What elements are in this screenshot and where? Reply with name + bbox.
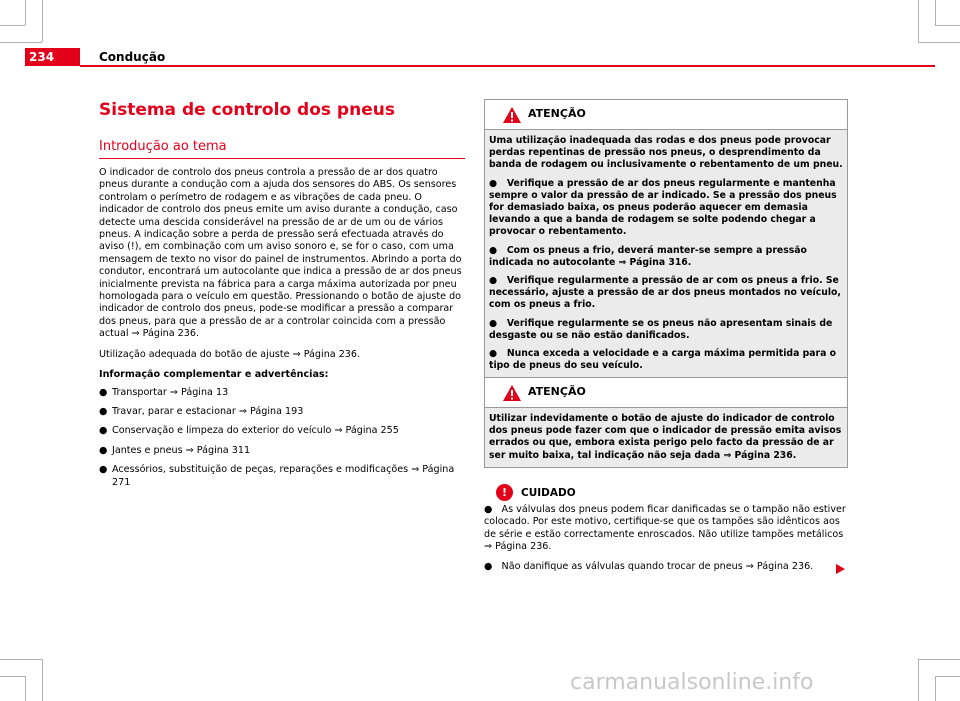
watermark: carmanualsonline.info — [570, 670, 814, 695]
bullet-icon: ● — [489, 317, 498, 329]
list-item: ● Jantes e pneus ⇒ Página 311 — [99, 444, 251, 456]
bullet-icon: ● — [99, 386, 108, 398]
bullet-icon: ● — [489, 244, 498, 256]
crop-mark — [42, 659, 43, 701]
section-subtitle: Introdução ao tema — [99, 139, 227, 154]
crop-mark — [918, 42, 960, 43]
extra-info-heading: Informação complementar e advertências: — [99, 369, 329, 381]
header-rule — [80, 65, 935, 67]
crop-mark — [25, 0, 26, 25]
caution-section — [484, 484, 846, 580]
crop-mark — [0, 676, 25, 677]
crop-mark — [918, 659, 919, 701]
warning-box-adjust-button — [484, 377, 848, 468]
crop-mark — [0, 659, 42, 660]
crop-mark — [918, 0, 919, 42]
crop-mark — [918, 659, 960, 660]
list-item: ● Com os pneus a frio, deverá manter-se sempre a pressão indicada no autocolante ⇒ Página 316. — [489, 244, 807, 268]
bullet-icon: ● — [484, 504, 493, 515]
list-item: ● Acessórios, substituição de peças, reparações e modificações ⇒ Página 271 — [99, 464, 455, 488]
list-item: ● Transportar ⇒ Página 13 — [99, 386, 229, 398]
bullet-icon: ● — [489, 348, 498, 360]
warning-triangle-icon — [502, 384, 522, 402]
warning-header — [485, 378, 847, 408]
bullet-icon: ● — [489, 177, 498, 189]
warning-intro: Uma utilização inadequada das rodas e dos pneus pode provocar perdas repentinas de pressão nos pneus, o desprendimento da banda de rodagem ou inclusivamente o rebentamento de um pneu. — [489, 135, 843, 171]
crop-mark — [935, 676, 960, 677]
warning-text: Utilizar indevidamente o botão de ajuste do indicador de controlo dos pneus pode fazer com que o indicador de pressão emita avisos errados ou que, embora exista perigo pelo facto da pressão de ar ser muito baixa, tal indicação não seja dada ⇒ Página 236. — [489, 413, 842, 461]
caution-header — [484, 484, 846, 502]
caution-circle-icon: ! — [496, 484, 513, 501]
list-item: ● As válvulas dos pneus podem ficar danificadas se o tampão não estiver colocado. Por este motivo, certifique-se que os tampões são idênticos aos de série e estão correctamente enroscados. Não utilize tampões metálicos ⇒ Página 236. — [484, 504, 846, 553]
list-item: ● Verifique a pressão de ar dos pneus regularmente e mantenha sempre o valor da pressão de ar indicado. Se a pressão dos pneus for demasiado baixa, os pneus poderão aquecer em demasia levando a que a banda de rodagem se solte podendo chegar a provocar o rebentamento. — [489, 177, 837, 238]
bullet-icon: ● — [489, 275, 498, 287]
subtitle-rule — [99, 158, 465, 159]
list-item: ● Verifique regularmente a pressão de ar com os pneus a frio. Se necessário, ajuste a pressão de ar dos pneus montados no veículo, com os pneus a frio. — [489, 275, 841, 311]
page-number: 234 — [29, 50, 55, 64]
bullet-icon: ● — [484, 560, 493, 572]
caution-label: CUIDADO — [521, 487, 576, 499]
list-item: ● Verifique regularmente se os pneus não apresentam sinais de desgaste ou se não estão danificados. — [489, 317, 833, 341]
list-item: ● Não danifique as válvulas quando trocar de pneus ⇒ Página 236. — [484, 560, 814, 572]
warning-triangle-icon — [502, 106, 522, 124]
bullet-icon: ● — [99, 405, 108, 417]
next-page-arrow-icon — [836, 564, 845, 574]
crop-mark — [0, 42, 42, 43]
warning-body — [485, 130, 847, 377]
warning-body — [485, 408, 847, 467]
bullet-icon: ● — [99, 444, 108, 456]
warning-box-tires — [484, 99, 848, 378]
warning-label: ATENÇÃO — [528, 385, 586, 398]
warning-label: ATENÇÃO — [528, 107, 586, 120]
list-item: ● Nunca exceda a velocidade e a carga máxima permitida para o tipo de pneus do seu veículo. — [489, 348, 836, 372]
intro-paragraph: O indicador de controlo dos pneus controla a pressão de ar dos quatro pneus durante a condução com a ajuda dos sensores do ABS. Os sensores controlam o perímetro de rodagem e as vibrações de cada pneu. O indicador de controlo dos pneus emite um aviso durante a condução, caso detecte uma descida considerável na pressão de ar de um ou de vários pneus. A indicação sobre a perda de pressão será efectuada através do aviso (!), em combinação com um aviso sonoro e, se for o caso, com uma mensagem de texto no visor do painel de instrumentos. Abrindo a porta do condutor, encontrará um autocolante que indica a pressão de ar dos pneus inicialmente prevista na fábrica para a carga máxima autorizada por pneu homologada para o veículo em questão. Pressionando o botão de ajuste do indicador de controlo dos pneus, pode-se modificar a pressão a comparar dos pneus, para que a pressão de ar a controlar coincida com a pressão actual ⇒ Página 236. — [99, 167, 462, 340]
caution-body — [484, 504, 846, 573]
left-column — [99, 167, 465, 496]
list-item: ● Travar, parar e estacionar ⇒ Página 193 — [99, 405, 304, 417]
crop-mark — [0, 25, 25, 26]
section-title: Condução — [99, 50, 166, 64]
usage-line: Utilização adequada do botão de ajuste ⇒ Página 236. — [99, 348, 361, 360]
page-title: Sistema de controlo dos pneus — [99, 100, 395, 120]
crop-mark — [935, 25, 960, 26]
list-item: ● Conservação e limpeza do exterior do veículo ⇒ Página 255 — [99, 425, 399, 437]
warning-header — [485, 100, 847, 130]
crop-mark — [25, 676, 26, 701]
crop-mark — [42, 0, 43, 42]
bullet-icon: ● — [99, 464, 108, 476]
crop-mark — [935, 676, 936, 701]
crop-mark — [935, 0, 936, 25]
bullet-icon: ● — [99, 425, 108, 437]
